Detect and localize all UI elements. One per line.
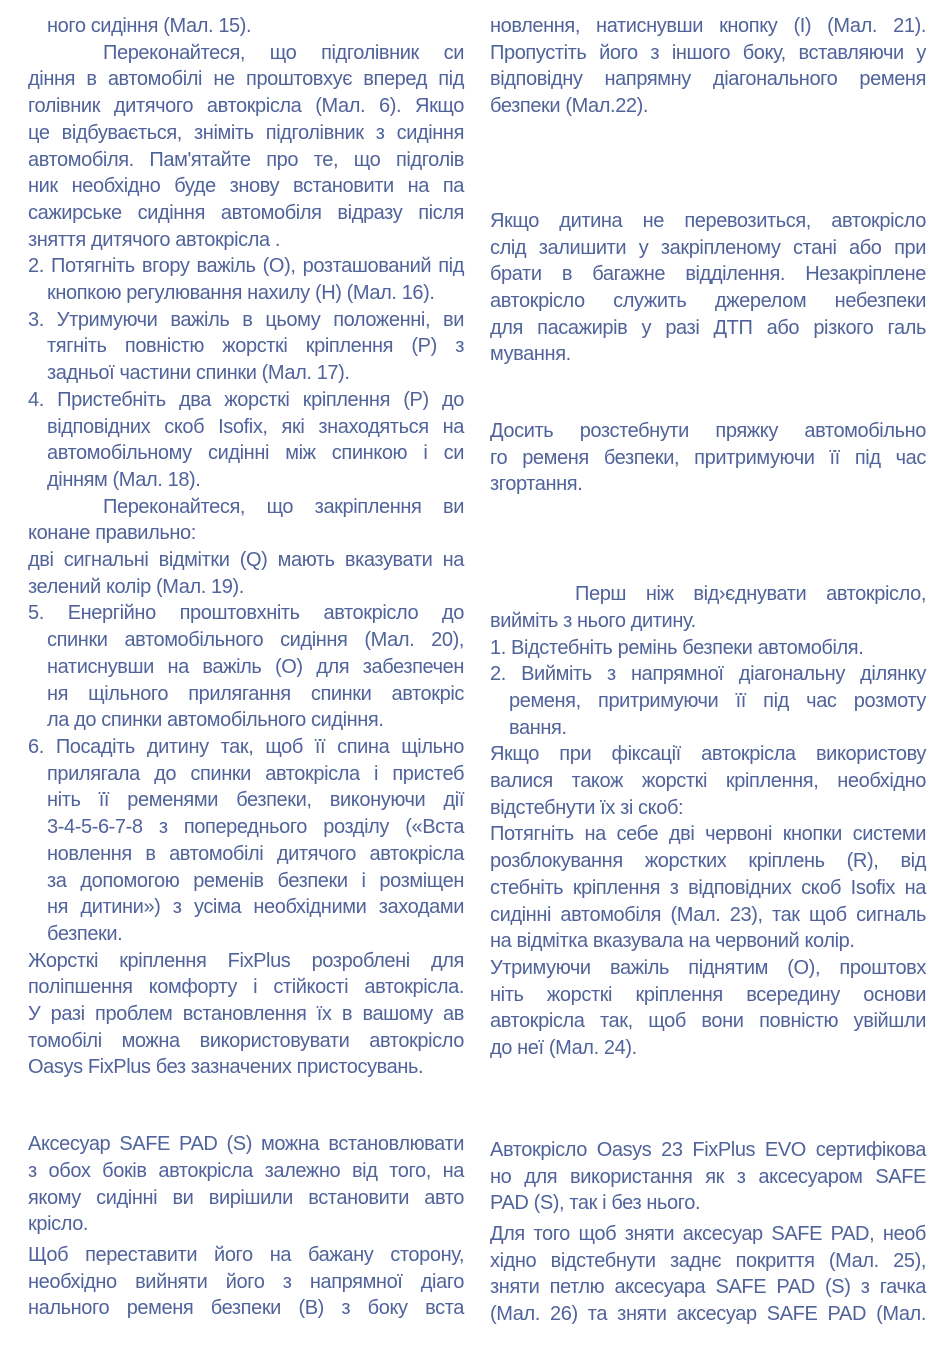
text-block — [28, 547, 464, 600]
text-line: до неї (Мал. 24). — [490, 1037, 637, 1060]
text-block — [28, 387, 464, 494]
text-block — [28, 600, 464, 734]
text-line: слід залишити у закріпленому стані або при — [490, 236, 926, 259]
text-line: новлення, натиснувши кнопку (I) (Мал. 21). — [490, 15, 926, 37]
text-line: з обох боків автокрісла залежно від того, на — [28, 1159, 464, 1182]
text-line: валися також жорсткі кріплення, необхідно — [490, 770, 926, 793]
text-line: ніть жорсткі кріплення всередину основи — [490, 983, 926, 1006]
text-line: діння в автомобілі не проштовхує вперед під — [28, 68, 464, 91]
text-block — [28, 253, 464, 306]
text-line: ла до спинки автомобільного сидіння. — [47, 709, 384, 732]
text-line: Для того щоб зняти аксесуар SAFE PAD, необ — [490, 1222, 926, 1245]
text-line: безпеки. — [47, 922, 123, 945]
text-line: для пасажирів у разі ДТП або різкого галь — [490, 316, 926, 339]
text-line: нального ременя безпеки (В) з боку вста — [28, 1297, 464, 1320]
text-line: Переконайтеся, що закріплення ви — [103, 495, 464, 518]
text-block — [490, 821, 926, 955]
text-line: брати в багажне відділення. Незакріплене — [490, 263, 926, 286]
text-line: 6. Посадіть дитину так, щоб її спина щільно — [28, 735, 464, 758]
left-column — [28, 13, 464, 1328]
text-line: безпеки (Мал.22). — [490, 95, 649, 118]
text-line: необхідно вийняти його з напрямної діаго — [28, 1270, 464, 1293]
text-line: Переконайтеся, що підголівник си — [103, 41, 464, 64]
text-line: Автокрісло Oasys 23 FixPlus EVO сертифікова — [490, 1138, 926, 1161]
text-block — [28, 307, 464, 387]
text-line: мування. — [490, 343, 571, 366]
text-line: поліпшення комфорту і стійкості автокрісла. — [28, 976, 464, 999]
text-line: за допомогою ременів безпеки і розміщен — [47, 869, 464, 892]
text-line: 3. Утримуючи важіль в цьому положенні, ви — [28, 308, 464, 331]
text-block — [28, 13, 464, 40]
text-line: Жорсткі кріплення FixPlus розроблені для — [28, 949, 464, 972]
text-line: зняття дитячого автокрісла . — [28, 228, 281, 251]
text-line: відповідних скоб Isofix, які знаходяться на — [47, 415, 464, 438]
text-line: Перш ніж від›єднувати автокрісло, — [575, 583, 926, 606]
text-line: зняти петлю аксесуара SAFE PAD (S) з гачка — [490, 1276, 926, 1299]
text-line: це відбувається, зніміть підголівник з сидіння — [28, 121, 464, 144]
text-block — [490, 418, 926, 498]
text-line: дінням (Мал. 18). — [47, 468, 201, 491]
text-line: дві сигнальні відмітки (Q) мають вказувати на — [28, 549, 464, 572]
text-block — [490, 661, 926, 741]
text-line: автокрісла так, щоб вони повністю увійшли — [490, 1010, 926, 1033]
text-line: У разі проблем встановлення їх в вашому ав — [28, 1003, 464, 1026]
right-column — [490, 13, 926, 1328]
text-line: PAD (S), так і без нього. — [490, 1192, 701, 1215]
text-block — [490, 1221, 926, 1328]
text-block — [490, 741, 926, 821]
text-line: Якщо при фіксації автокрісла використову — [490, 743, 926, 766]
text-line: автокрісло служить джерелом небезпеки — [490, 289, 926, 312]
text-line: вийміть з нього дитину. — [490, 609, 696, 632]
text-line: 5. Енергійно проштовхніть автокрісло до — [28, 602, 464, 625]
text-line: автомобільному сидінні між спинкою і си — [47, 442, 464, 465]
text-block — [28, 948, 464, 1082]
text-block — [28, 734, 464, 948]
text-block — [490, 1137, 926, 1217]
text-line: задньої частини спинки (Мал. 17). — [47, 362, 350, 385]
text-line: томобілі можна використовувати автокрісло — [28, 1029, 464, 1052]
text-line: (Мал. 26) та зняти аксесуар SAFE PAD (Мал. — [490, 1303, 926, 1326]
text-line: ня дитини») з усіма необхідними заходами — [47, 896, 464, 919]
text-block — [490, 581, 926, 634]
text-line: сидінні автомобіля (Мал. 23), так щоб сигналь — [490, 903, 926, 926]
text-block — [490, 13, 926, 120]
text-line: ніть її ременями безпеки, виконуючи дії — [47, 789, 464, 812]
text-line: тягніть повністю жорсткі кріплення (Р) з — [47, 335, 464, 358]
text-line: прилягала до спинки автокрісла і пристеб — [47, 762, 464, 785]
text-line: відповідну напрямну діагонального ременя — [490, 68, 926, 91]
text-line: розблокування жорстких кріплень (R), від — [490, 850, 926, 873]
text-line: Утримуючи важіль піднятим (О), проштовх — [490, 956, 926, 979]
text-line: крісло. — [28, 1213, 89, 1236]
text-line: стебніть кріплення з відповідних скоб Isofix на — [490, 876, 926, 899]
text-block — [28, 1131, 464, 1238]
text-line: вання. — [509, 716, 567, 739]
text-line: ник необхідно буде знову встановити на па — [28, 175, 464, 198]
text-line: Пропустіть його з іншого боку, вставляючи у — [490, 41, 926, 64]
text-line: кнопкою регулювання нахилу (H) (Мал. 16). — [47, 282, 435, 305]
text-line: новлення в автомобілі дитячого автокрісла — [47, 842, 464, 865]
text-line: но для використання як з аксесуаром SAFE — [490, 1165, 926, 1188]
text-line: Потягніть на себе дві червоні кнопки системи — [490, 823, 926, 846]
text-line: го ременя безпеки, притримуючи її під час — [490, 446, 926, 469]
text-line: 2. Вийміть з напрямної діагональну ділянку — [490, 663, 926, 686]
text-line: конане правильно: — [28, 522, 196, 545]
text-line: зелений колір (Мал. 19). — [28, 575, 244, 598]
text-line: ременя, притримуючи її під час розмоту — [509, 689, 926, 712]
text-line: 1. Відстебніть ремінь безпеки автомобіля. — [490, 636, 864, 659]
text-line: спинки автомобільного сидіння (Мал. 20), — [47, 629, 464, 652]
text-block — [28, 1242, 464, 1322]
text-line: сажирське сидіння автомобіля відразу після — [28, 201, 464, 224]
text-line: ного сидіння (Мал. 15). — [47, 15, 252, 37]
text-line: якому сидінні ви вирішили встановити авто — [28, 1186, 464, 1209]
text-block — [490, 208, 926, 368]
text-line: ня щільного прилягання спинки автокріс — [47, 682, 464, 705]
text-block — [28, 494, 464, 547]
text-line: автомобіля. Пам'ятайте про те, що підголів — [28, 148, 464, 171]
text-line: 3-4-5-6-7-8 з попереднього розділу («Вста — [47, 816, 464, 839]
text-line: Якщо дитина не перевозиться, автокрісло — [490, 209, 926, 232]
text-line: на відмітка вказувала на червоний колір. — [490, 930, 855, 953]
text-line: відстебнути їх зі скоб: — [490, 796, 684, 819]
text-line: 2. Потягніть вгору важіль (О), розташований під — [28, 255, 464, 278]
text-line: Щоб переставити його на бажану сторону, — [28, 1243, 464, 1266]
text-line: голівник дитячого автокрісла (Мал. 6). Якщо — [28, 95, 464, 118]
text-line: Oasys FixPlus без зазначених пристосувань. — [28, 1056, 424, 1079]
text-line: Досить розстебнути пряжку автомобільно — [490, 420, 926, 443]
text-block — [490, 955, 926, 1062]
text-line: натиснувши на важіль (О) для забезпечен — [47, 655, 464, 678]
text-line: згортання. — [490, 473, 583, 496]
text-line: Аксесуар SAFE PAD (S) можна встановлювати — [28, 1133, 464, 1156]
text-line: 4. Пристебніть два жорсткі кріплення (Р) до — [28, 388, 464, 411]
text-block — [28, 40, 464, 254]
text-line: хідно відстебнути заднє покриття (Мал. 25), — [490, 1249, 926, 1272]
text-block — [490, 635, 926, 662]
